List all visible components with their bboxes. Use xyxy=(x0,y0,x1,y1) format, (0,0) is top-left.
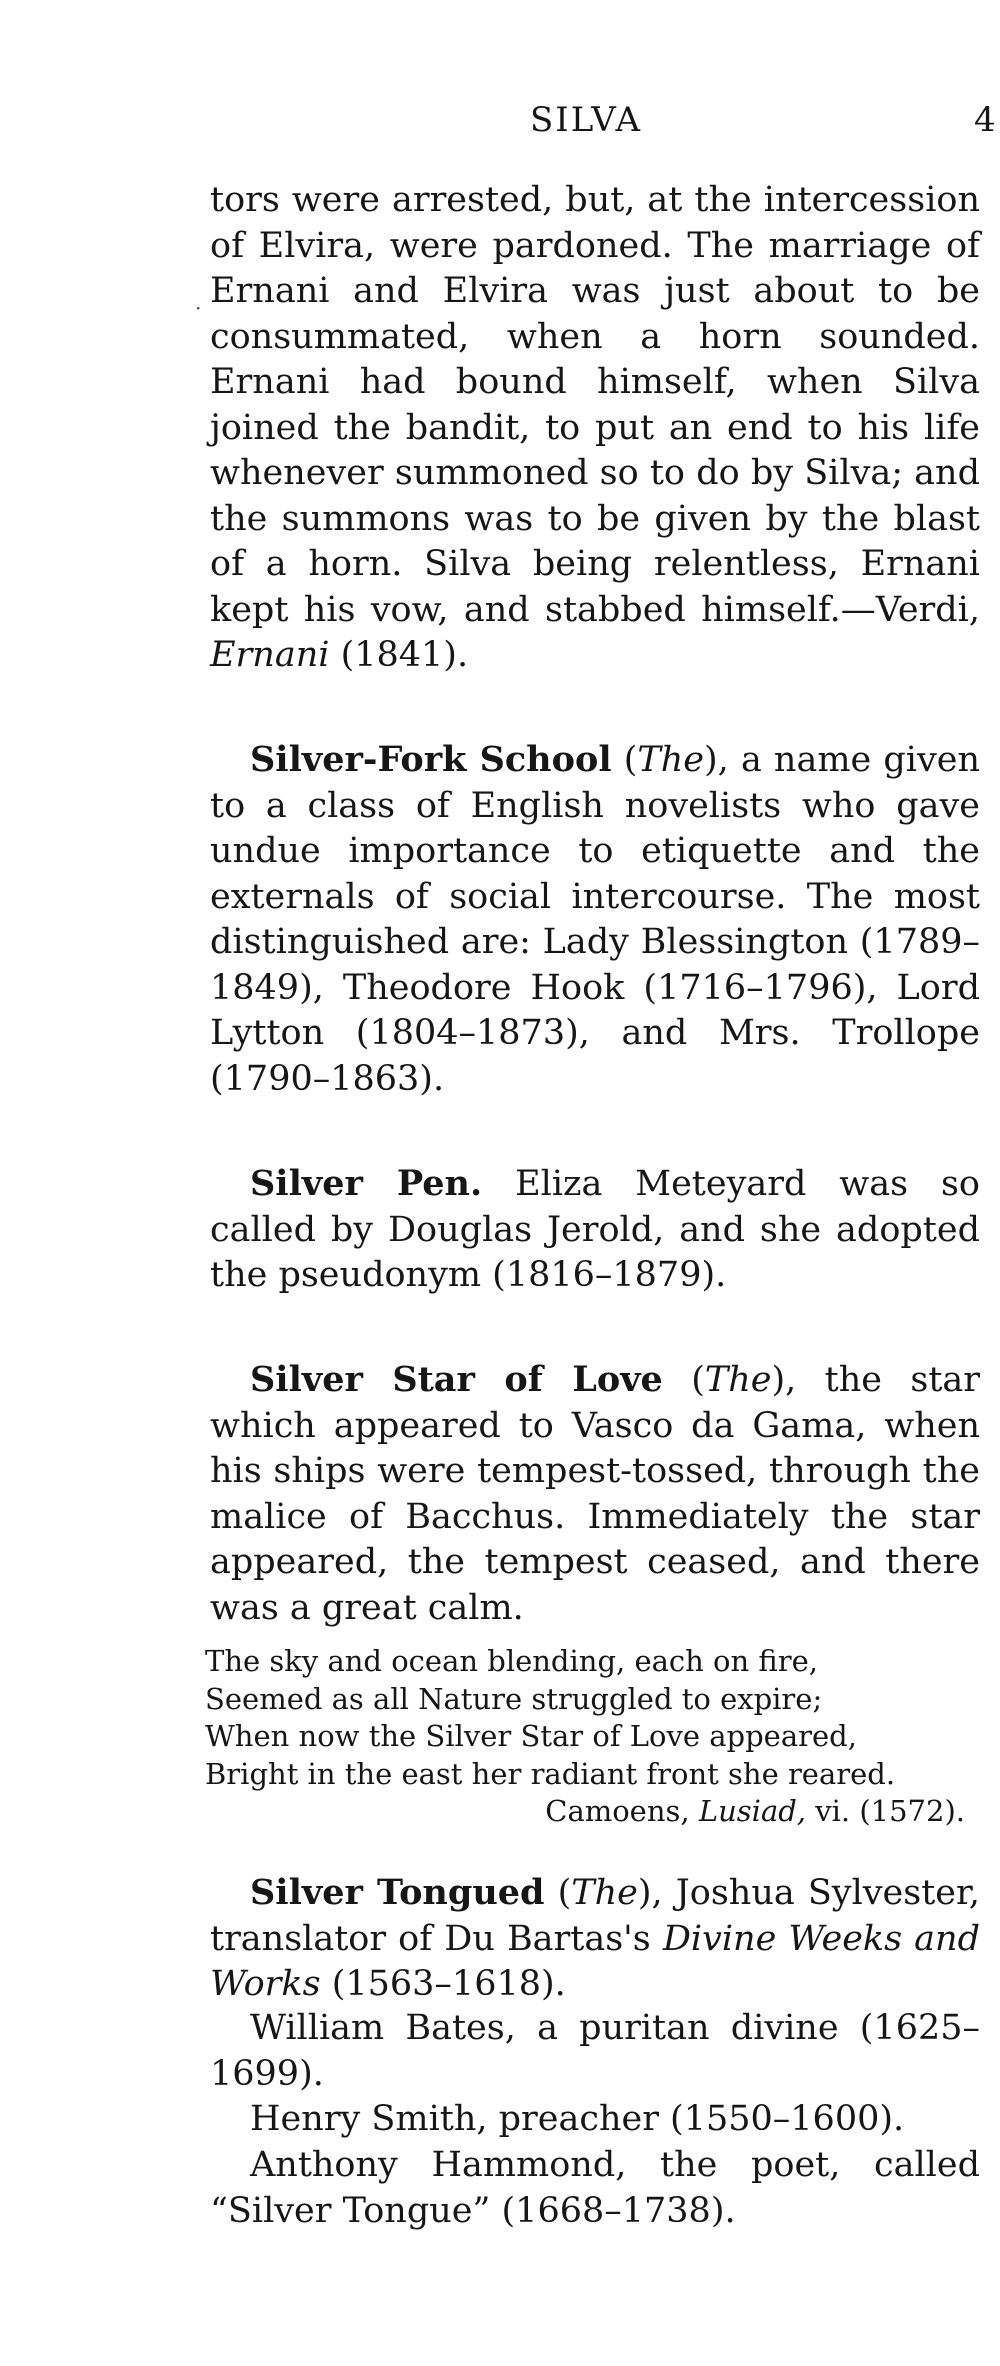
entry-silver-tongued-hammond: Anthony Hammond, the poet, called “Silver Tongue” (1668–1738). xyxy=(210,2145,980,2231)
work-title: Lusiad, xyxy=(698,1794,807,1828)
entry-silver-tongued: Silver Tongued (The), Joshua Sylvester, translator of Du Bartas's Divine Weeks and Works (1563–1618). xyxy=(210,1872,980,2004)
entry-silver-fork-school: Silver-Fork School (The), a name given to a class of English novelists who gave undue importance to etiquette and the externals of social intercourse. The most distinguished are: Lady Blessington (1789–1849), Theodore Hook (1716–1796), Lord Lytton (1804–1873), and Mrs. Trollope (1790–1863). xyxy=(210,739,981,1099)
running-head: SILVA xyxy=(530,100,643,140)
entry-silver-pen xyxy=(210,1161,980,1299)
margin-mark: · xyxy=(195,296,202,320)
headword: Silver Star of Love xyxy=(250,1359,663,1400)
article: The xyxy=(571,1873,638,1913)
verse-line: When now the Silver Star of Love appeared, xyxy=(205,1719,857,1753)
entry-silva-continuation xyxy=(210,178,980,679)
page-number: 4 xyxy=(974,100,996,140)
article: The xyxy=(637,740,705,780)
entry-date: (1841). xyxy=(329,635,469,675)
entry-silver-tongued-smith: Henry Smith, preacher (1550–1600). xyxy=(250,2099,905,2139)
entry-text: Joshua Sylvester, translator of Du Bartas's xyxy=(210,1873,980,1959)
entry-silver-tongued-bates: William Bates, a puritan divine (1625–1699). xyxy=(210,2008,980,2094)
verse-line: Bright in the east her radiant front she reared. xyxy=(205,1756,896,1791)
entry-text: tors were arrested, but, at the intercession of Elvira, were pardoned. The marriage of Ernani and Elvira was just about to be consummated, when a horn sounded. Ernani had bound himself, when Silva joined the bandit, to put an end to his life whenever summoned so to do by Silva; and the summons was to be given by the blast of a horn. Silva being relentless, Ernani kept his vow, and stabbed himself.—Verdi, xyxy=(210,180,980,630)
work-title: Divine Weeks and Works xyxy=(210,1918,980,2004)
headword: Silver Pen. xyxy=(250,1163,483,1204)
article: The xyxy=(704,1360,772,1400)
entry-silver-star-of-love: Silver Star of Love (The), the star which appeared to Vasco da Gama, when his ships were tempest-tossed, through the malice of Bacchus. Immediately the star appeared, the tempest ceased, and there was a great calm. xyxy=(210,1359,981,1628)
work-title: Ernani xyxy=(210,635,330,675)
verse-quotation xyxy=(205,1643,965,1831)
headword: Silver-Fork School xyxy=(250,739,612,780)
verse-citation: Camoens, Lusiad, vi. (1572). xyxy=(545,1794,965,1828)
verse-line: Seemed as all Nature struggled to expire; xyxy=(205,1681,823,1716)
entry-text: a name given to a class of English novelists who gave undue importance to etiquette and the externals of social intercourse. The most distinguished are: Lady Blessington (1789–1849), Theodore Hook (1716–1796), Lord Lytton (1804–1873), and Mrs. Trollope (1790–1863). xyxy=(210,740,981,1099)
entry-text: Eliza Meteyard was so called by Douglas Jerold, and she adopted the pseudonym (1816–1879). xyxy=(210,1164,980,1295)
page-header xyxy=(0,100,1000,150)
entry-text: the star which appeared to Vasco da Gama, when his ships were tempest-tossed, through the malice of Bacchus. Immediately the star appeared, the tempest ceased, and there was a great calm. xyxy=(210,1360,981,1628)
verse-line: The sky and ocean blending, each on fire, xyxy=(205,1644,818,1678)
headword: Silver Tongued xyxy=(250,1872,545,1913)
